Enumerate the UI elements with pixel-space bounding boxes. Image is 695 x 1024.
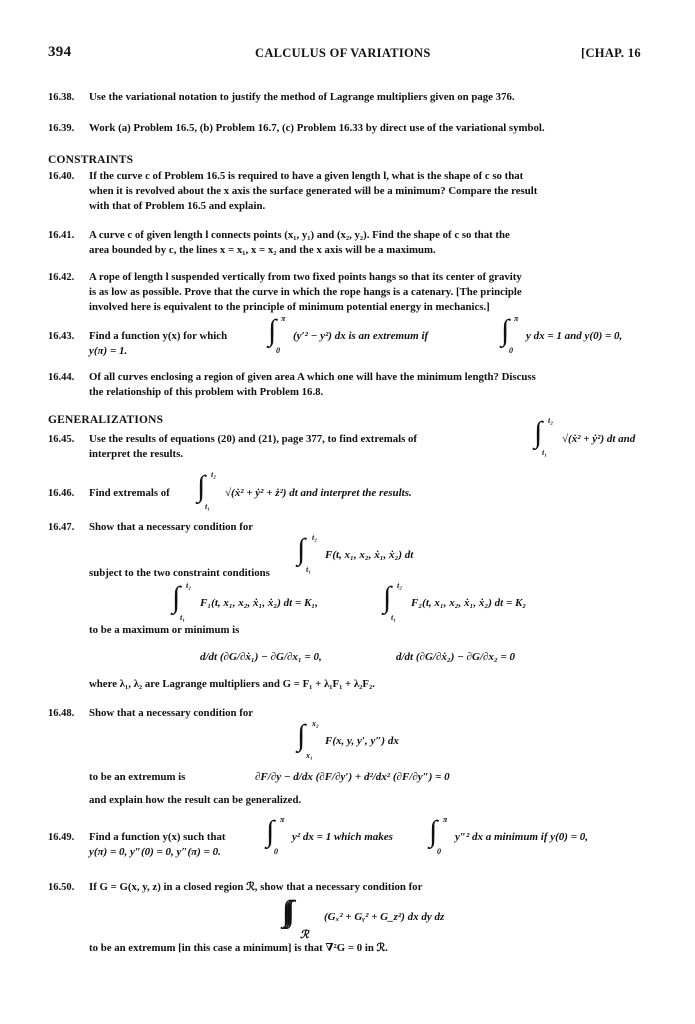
problem-text: Use the results of equations (20) and (21), page 377, to find extremals of [89,433,417,445]
integral-upper-limit: π [281,314,286,323]
integral-lower-limit: t₁ [391,613,397,622]
integral-sign: ∫ [383,581,392,614]
problem-text-line: to be a maximum or minimum is [89,624,240,636]
integral-upper-limit: π [280,815,285,824]
math-expression: ∂F/∂y − d/dx (∂F/∂y′) + d²/dx² (∂F/∂y″) = 0 [255,771,450,783]
problem-text-line: where λ₁, λ₂ are Lagrange multipliers and G = F₁ + λ₁F₁ + λ₂F₂. [89,678,375,690]
chapter-label: [CHAP. 16 [581,46,641,60]
problem-text: Use the variational notation to justify the method of Lagrange multipliers given on page 376. [89,91,515,103]
section-heading-generalizations: GENERALIZATIONS [48,414,164,426]
math-expression: y(π) = 0, y″(0) = 0, y″(π) = 0. [89,846,221,858]
problem-number: 16.39. [48,123,75,134]
math-expression: F(x, y, y′, y″) dx [325,735,399,747]
integral-upper-limit: π [514,314,519,323]
triple-integral-sign: ∫∫∫ [282,895,289,928]
math-expression: F₁(t, x₁, x₂, ẋ₁, ẋ₂) dt = K₁, [200,597,318,609]
integral-lower-limit: t₁ [306,565,312,574]
problem-text-line: area bounded by c, the lines x = x₁, x = x₂ and the x axis will be a maximum. [89,244,436,256]
problem-text-line: subject to the two constraint conditions [89,567,270,579]
integral-lower-limit: t₁ [542,448,548,457]
math-expression: F(t, x₁, x₂, ẋ₁, ẋ₂) dt [325,549,414,561]
problem-number: 16.43. [48,331,75,342]
integral-sign: ∫ [172,581,181,614]
integral-lower-limit: 0 [274,847,278,856]
problem-text-line: A rope of length l suspended vertically from two fixed points hangs so that its center of gravity [89,271,522,283]
problem-number: 16.49. [48,832,75,843]
integral-sign: ∫ [534,416,543,449]
problem-text-line: is as low as possible. Prove that the curve in which the rope hangs is a catenary. [The principle [89,286,522,298]
problem-text-line: If G = G(x, y, z) in a closed region ℛ, show that a necessary condition for [89,881,423,893]
integral-lower-limit: t₁ [180,613,186,622]
integral-lower-limit: t₁ [205,502,211,511]
integral-sign: ∫ [197,470,206,503]
math-expression: y dx = 1 and y(0) = 0, [526,330,623,342]
integral-upper-limit: t₂ [186,581,192,590]
problem-text-line: the relationship of this problem with Problem 16.8. [89,386,324,398]
region-label: ℛ [300,929,309,941]
integral-lower-limit: 0 [509,346,513,355]
integral-sign: ∫ [266,815,275,848]
integral-sign: ∫ [297,719,306,752]
math-expression: √(ẋ² + ẏ²) dt and [562,433,636,445]
math-expression: (y′² − y²) dx is an extremum if [293,330,429,342]
problem-text: Find a function y(x) such that [89,831,226,843]
problem-text-line: Show that a necessary condition for [89,707,254,719]
integral-sign: ∫ [297,533,306,566]
math-expression: √(ẋ² + ẏ² + ż²) dt and interpret the results. [225,487,412,499]
page-number: 394 [48,44,72,60]
problem-number: 16.38. [48,92,75,103]
integral-sign: ∫ [501,314,510,347]
problem-text-line: Show that a necessary condition for [89,521,254,533]
math-expression: d/dt (∂G/∂ẋ₂) − ∂G/∂x₂ = 0 [396,651,516,663]
problem-text-line: interpret the results. [89,448,184,460]
integral-upper-limit: π [443,815,448,824]
problem-number: 16.47. [48,522,75,533]
integral-upper-limit: t₂ [548,416,554,425]
problem-text: Find extremals of [89,487,170,499]
problem-number: 16.42. [48,272,75,283]
integral-upper-limit: x₂ [312,719,319,728]
problem-number: 16.46. [48,488,75,499]
problem-text-line: A curve c of given length l connects points (x₁, y₁) and (x₂, y₂). Find the shape of c so that the [89,229,510,241]
math-expression: d/dt (∂G/∂ẋ₁) − ∂G/∂x₁ = 0, [200,651,322,663]
integral-upper-limit: t₂ [211,470,217,479]
problem-text-line: to be an extremum [in this case a minimum] is that ∇²G = 0 in ℛ. [89,942,388,954]
problem-number: 16.50. [48,882,75,893]
problem-number: 16.44. [48,372,75,383]
problem-text-line: and explain how the result can be generalized. [89,794,302,806]
problem-text: Work (a) Problem 16.5, (b) Problem 16.7, (c) Problem 16.33 by direct use of the variational symbol. [89,122,545,134]
running-title: CALCULUS OF VARIATIONS [255,46,431,60]
problem-text-line: when it is revolved about the x axis the surface generated will be a minimum? Compare the result [89,185,538,197]
math-expression: y² dx = 1 which makes [292,831,393,843]
section-heading-constraints: CONSTRAINTS [48,154,134,166]
problem-text-line: If the curve c of Problem 16.5 is required to have a given length l, what is the shape of c so that [89,170,524,182]
math-expression: y(π) = 1. [89,345,128,357]
problem-text: Find a function y(x) for which [89,330,228,342]
problem-text-line: to be an extremum is [89,771,186,783]
integral-upper-limit: t₂ [312,533,318,542]
integral-lower-limit: 0 [437,847,441,856]
problem-number: 16.48. [48,708,75,719]
problem-number: 16.41. [48,230,75,241]
problem-number: 16.45. [48,434,75,445]
problem-text-line: involved here is equivalent to the principle of minimum potential energy in mechanics.] [89,301,490,313]
integral-sign: ∫ [429,815,438,848]
integral-upper-limit: t₂ [397,581,403,590]
problem-text-line: Of all curves enclosing a region of given area A which one will have the minimum length? Discuss [89,371,536,383]
integral-sign: ∫ [268,314,277,347]
math-expression: (Gₓ² + Gᵧ² + G_z²) dx dy dz [324,911,445,923]
math-expression: y″² dx a minimum if y(0) = 0, [455,831,588,843]
integral-lower-limit: x₁ [306,751,313,760]
problem-text-line: with that of Problem 16.5 and explain. [89,200,266,212]
math-expression: F₂(t, x₁, x₂, ẋ₁, ẋ₂) dt = K₂ [411,597,527,609]
problem-number: 16.40. [48,171,75,182]
integral-lower-limit: 0 [276,346,280,355]
